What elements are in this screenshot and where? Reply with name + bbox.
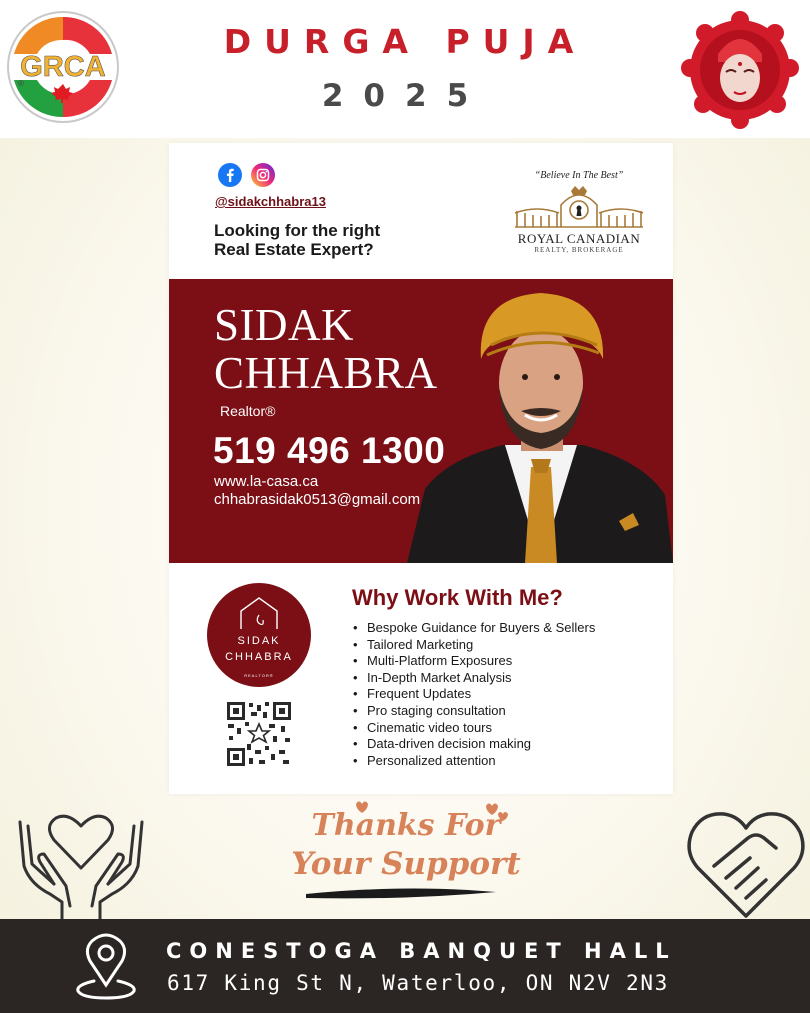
brokerage-subtitle: REALTY, BROKERAGE: [534, 246, 624, 254]
agent-last-name: CHHABRA: [214, 348, 438, 398]
list-item: • Personalized attention: [353, 753, 595, 770]
agent-phone[interactable]: 519 496 1300: [213, 430, 446, 471]
grca-logo: [6, 10, 120, 124]
list-item: • Cinematic video tours: [353, 720, 595, 737]
list-item: • Frequent Updates: [353, 686, 595, 703]
agent-email[interactable]: chhabrasidak0513@gmail.com: [214, 491, 421, 508]
realtor-flyer: [169, 143, 673, 794]
brokerage-motto: “Believe In The Best”: [534, 170, 624, 181]
grca-logo-text: GRCA: [20, 51, 106, 83]
social-handle[interactable]: @sidakchhabra13: [215, 194, 326, 209]
hands-holding-heart-icon: [14, 806, 148, 924]
agent-portrait: [407, 293, 673, 563]
list-item: • Bespoke Guidance for Buyers & Sellers: [353, 620, 595, 637]
agent-website[interactable]: www.la-casa.ca: [214, 473, 319, 490]
venue-footer: [0, 919, 810, 1013]
thanks-line2: Your Support: [291, 846, 521, 882]
why-work-list: [353, 620, 595, 769]
list-item: • Pro staging consultation: [353, 703, 595, 720]
event-title: DURGA PUJA: [223, 22, 587, 61]
house-icon: [238, 595, 280, 631]
grca-registered-mark: ®: [18, 79, 24, 88]
agent-first-name: SIDAK: [214, 300, 355, 350]
instagram-icon[interactable]: [251, 163, 275, 187]
handshake-heart-icon: [684, 808, 808, 920]
venue-address: 617 King St N, Waterloo, ON N2V 2N3: [167, 971, 670, 995]
list-item: • Tailored Marketing: [353, 637, 595, 654]
personal-logo-line2: CHHABRA: [225, 651, 293, 663]
brokerage-name: ROYAL CANADIAN: [517, 231, 641, 246]
tagline-line2: Real Estate Expert?: [214, 240, 374, 259]
tagline: [214, 221, 444, 259]
personal-logo-line3: REALTOR®: [244, 673, 274, 678]
list-item: • Multi-Platform Exposures: [353, 653, 595, 670]
venue-name: CONESTOGA BANQUET HALL: [166, 939, 677, 963]
list-item: • In-Depth Market Analysis: [353, 670, 595, 687]
agent-band: [169, 279, 673, 563]
facebook-icon[interactable]: [218, 163, 242, 187]
tagline-line1: Looking for the right: [214, 221, 381, 240]
agent-role: Realtor®: [220, 403, 276, 419]
thanks-line1: Thanks For: [311, 808, 501, 843]
event-year: 2025: [321, 78, 489, 114]
personal-logo: [207, 583, 311, 687]
list-item: • Data-driven decision making: [353, 736, 595, 753]
qr-code-icon[interactable]: [225, 700, 293, 768]
header: [0, 0, 810, 138]
location-pin-icon: [72, 931, 140, 1001]
why-work-title: Why Work With Me?: [352, 585, 563, 610]
personal-logo-line1: SIDAK: [237, 635, 281, 647]
royal-canadian-emblem-icon: [513, 183, 645, 233]
durga-face-icon: [678, 6, 802, 134]
social-icons: [218, 163, 279, 189]
